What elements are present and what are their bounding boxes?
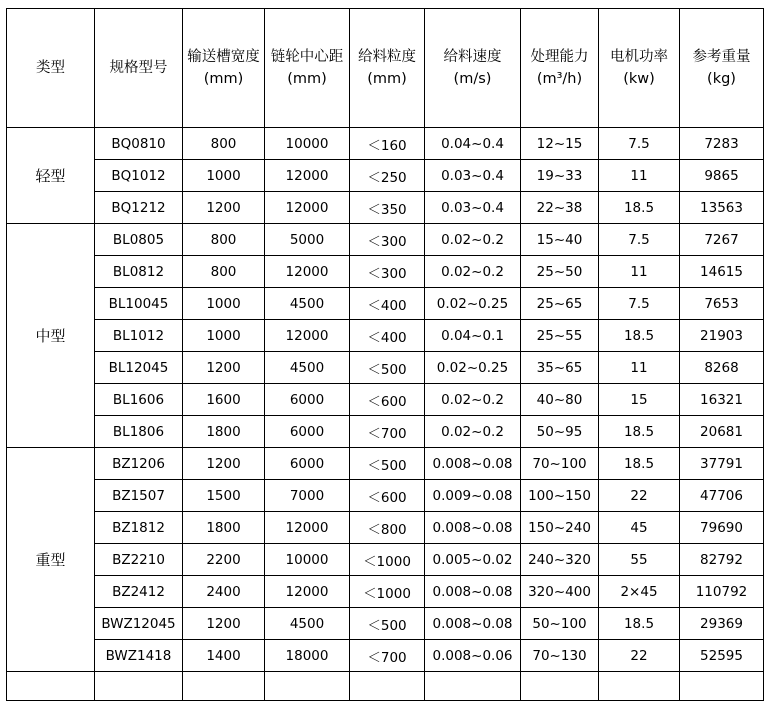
cell-center: 6000 [265,416,350,448]
cell-speed: 0.008~0.06 [425,640,521,672]
table-row [7,320,764,352]
table-row [7,192,764,224]
cell-capacity: 35~65 [521,352,599,384]
empty-cell [95,672,183,701]
cell-size: ＜500 [350,352,425,384]
table-row [7,256,764,288]
cell-width: 800 [183,224,265,256]
category-cell-heavy: 重型 [7,448,95,672]
table-row-empty [7,672,764,701]
cell-model: BWZ1418 [95,640,183,672]
cell-power: 2×45 [599,576,680,608]
table-row [7,128,764,160]
cell-power: 11 [599,160,680,192]
table-row [7,224,764,256]
header-unit: (m/s) [453,71,492,87]
table-header [7,9,764,128]
cell-width: 1200 [183,192,265,224]
table-row [7,448,764,480]
cell-width: 1800 [183,416,265,448]
column-header-capacity [521,9,599,128]
cell-weight: 14615 [680,256,764,288]
cell-size: ＜400 [350,288,425,320]
table-row [7,416,764,448]
cell-width: 1200 [183,448,265,480]
cell-center: 5000 [265,224,350,256]
cell-center: 6000 [265,384,350,416]
column-header-reference-weight [680,9,764,128]
cell-model: BWZ12045 [95,608,183,640]
cell-weight: 79690 [680,512,764,544]
header-unit: (kg) [707,71,736,87]
cell-model: BQ1012 [95,160,183,192]
cell-width: 1200 [183,352,265,384]
cell-weight: 47706 [680,480,764,512]
cell-weight: 52595 [680,640,764,672]
cell-model: BQ1212 [95,192,183,224]
cell-size: ＜300 [350,224,425,256]
cell-size: ＜300 [350,256,425,288]
cell-speed: 0.02~0.25 [425,288,521,320]
cell-model: BL1012 [95,320,183,352]
cell-capacity: 25~50 [521,256,599,288]
empty-cell [521,672,599,701]
cell-power: 7.5 [599,288,680,320]
cell-speed: 0.02~0.2 [425,384,521,416]
cell-capacity: 15~40 [521,224,599,256]
table-row [7,512,764,544]
cell-size: ＜1000 [350,576,425,608]
cell-capacity: 50~100 [521,608,599,640]
column-header-model [95,9,183,128]
cell-speed: 0.04~0.1 [425,320,521,352]
cell-size: ＜250 [350,160,425,192]
cell-capacity: 50~95 [521,416,599,448]
cell-speed: 0.03~0.4 [425,192,521,224]
cell-width: 1200 [183,608,265,640]
category-cell-medium: 中型 [7,224,95,448]
cell-size: ＜700 [350,640,425,672]
cell-capacity: 25~65 [521,288,599,320]
cell-capacity: 12~15 [521,128,599,160]
cell-capacity: 70~130 [521,640,599,672]
cell-center: 4500 [265,352,350,384]
cell-model: BZ1812 [95,512,183,544]
table-row [7,160,764,192]
cell-width: 1000 [183,288,265,320]
cell-capacity: 19~33 [521,160,599,192]
header-unit: (mm) [203,71,244,87]
cell-center: 12000 [265,512,350,544]
header-line: 处理能力 [530,48,589,65]
cell-center: 18000 [265,640,350,672]
cell-power: 7.5 [599,128,680,160]
cell-center: 6000 [265,448,350,480]
empty-cell [183,672,265,701]
cell-power: 22 [599,640,680,672]
cell-weight: 37791 [680,448,764,480]
cell-model: BL0805 [95,224,183,256]
cell-weight: 13563 [680,192,764,224]
cell-model: BZ2412 [95,576,183,608]
cell-power: 45 [599,512,680,544]
column-header-type [7,9,95,128]
header-line: 给料速度 [443,48,502,65]
column-header-sprocket-center-distance [265,9,350,128]
cell-size: ＜600 [350,480,425,512]
cell-power: 18.5 [599,320,680,352]
cell-center: 12000 [265,256,350,288]
cell-power: 22 [599,480,680,512]
cell-weight: 110792 [680,576,764,608]
table-row [7,480,764,512]
cell-speed: 0.02~0.25 [425,352,521,384]
cell-center: 10000 [265,544,350,576]
column-header-feed-size [350,9,425,128]
cell-capacity: 70~100 [521,448,599,480]
cell-capacity: 150~240 [521,512,599,544]
cell-power: 18.5 [599,448,680,480]
cell-size: ＜160 [350,128,425,160]
empty-cell [599,672,680,701]
cell-size: ＜1000 [350,544,425,576]
cell-weight: 29369 [680,608,764,640]
cell-center: 12000 [265,192,350,224]
cell-width: 1000 [183,320,265,352]
empty-cell [680,672,764,701]
cell-capacity: 22~38 [521,192,599,224]
cell-width: 1400 [183,640,265,672]
cell-size: ＜700 [350,416,425,448]
column-header-feed-speed [425,9,521,128]
cell-size: ＜600 [350,384,425,416]
cell-weight: 16321 [680,384,764,416]
cell-width: 1500 [183,480,265,512]
cell-weight: 21903 [680,320,764,352]
cell-model: BL1606 [95,384,183,416]
header-line: 输送槽宽度 [187,48,260,65]
cell-size: ＜500 [350,608,425,640]
cell-power: 18.5 [599,192,680,224]
cell-power: 15 [599,384,680,416]
header-unit: (mm) [367,71,407,87]
header-line: 参考重量 [692,48,751,65]
cell-width: 800 [183,256,265,288]
cell-model: BL10045 [95,288,183,320]
cell-width: 2200 [183,544,265,576]
header-row [7,9,764,128]
cell-weight: 7653 [680,288,764,320]
cell-width: 1600 [183,384,265,416]
cell-size: ＜500 [350,448,425,480]
cell-speed: 0.03~0.4 [425,160,521,192]
header-line: 类型 [36,59,65,76]
cell-capacity: 100~150 [521,480,599,512]
cell-size: ＜350 [350,192,425,224]
cell-power: 18.5 [599,608,680,640]
header-line: 给料粒度 [358,48,416,65]
table-row [7,640,764,672]
cell-center: 7000 [265,480,350,512]
table-row [7,384,764,416]
cell-power: 18.5 [599,416,680,448]
table-body [7,128,764,701]
cell-model: BZ2210 [95,544,183,576]
cell-speed: 0.009~0.08 [425,480,521,512]
cell-capacity: 320~400 [521,576,599,608]
table-row [7,544,764,576]
cell-model: BZ1507 [95,480,183,512]
category-cell-light: 轻型 [7,128,95,224]
cell-weight: 7283 [680,128,764,160]
column-header-motor-power [599,9,680,128]
cell-capacity: 40~80 [521,384,599,416]
empty-cell [7,672,95,701]
header-line: 电机功率 [610,48,668,65]
cell-model: BZ1206 [95,448,183,480]
header-line: 链轮中心距 [270,48,344,65]
cell-speed: 0.005~0.02 [425,544,521,576]
empty-cell [265,672,350,701]
header-unit: (m³/h) [536,71,583,87]
cell-speed: 0.008~0.08 [425,448,521,480]
empty-cell [425,672,521,701]
cell-model: BQ0810 [95,128,183,160]
cell-center: 10000 [265,128,350,160]
cell-width: 800 [183,128,265,160]
cell-size: ＜400 [350,320,425,352]
cell-width: 1800 [183,512,265,544]
cell-center: 12000 [265,160,350,192]
cell-speed: 0.02~0.2 [425,224,521,256]
cell-weight: 8268 [680,352,764,384]
specification-table [6,8,764,701]
empty-cell [350,672,425,701]
cell-weight: 20681 [680,416,764,448]
table-row [7,352,764,384]
cell-speed: 0.02~0.2 [425,256,521,288]
cell-speed: 0.008~0.08 [425,576,521,608]
cell-power: 7.5 [599,224,680,256]
cell-weight: 82792 [680,544,764,576]
header-line: 规格型号 [109,59,168,76]
cell-center: 4500 [265,608,350,640]
cell-speed: 0.008~0.08 [425,512,521,544]
cell-speed: 0.02~0.2 [425,416,521,448]
cell-model: BL0812 [95,256,183,288]
table-row [7,288,764,320]
cell-center: 12000 [265,320,350,352]
cell-width: 2400 [183,576,265,608]
cell-center: 12000 [265,576,350,608]
cell-center: 4500 [265,288,350,320]
cell-power: 55 [599,544,680,576]
table-row [7,608,764,640]
header-unit: (kw) [623,71,655,87]
cell-model: BL12045 [95,352,183,384]
cell-size: ＜800 [350,512,425,544]
table-row [7,576,764,608]
cell-width: 1000 [183,160,265,192]
cell-capacity: 25~55 [521,320,599,352]
cell-power: 11 [599,352,680,384]
header-unit: (mm) [287,71,327,87]
cell-power: 11 [599,256,680,288]
cell-speed: 0.008~0.08 [425,608,521,640]
cell-model: BL1806 [95,416,183,448]
cell-capacity: 240~320 [521,544,599,576]
cell-weight: 9865 [680,160,764,192]
cell-weight: 7267 [680,224,764,256]
cell-speed: 0.04~0.4 [425,128,521,160]
column-header-trough-width [183,9,265,128]
